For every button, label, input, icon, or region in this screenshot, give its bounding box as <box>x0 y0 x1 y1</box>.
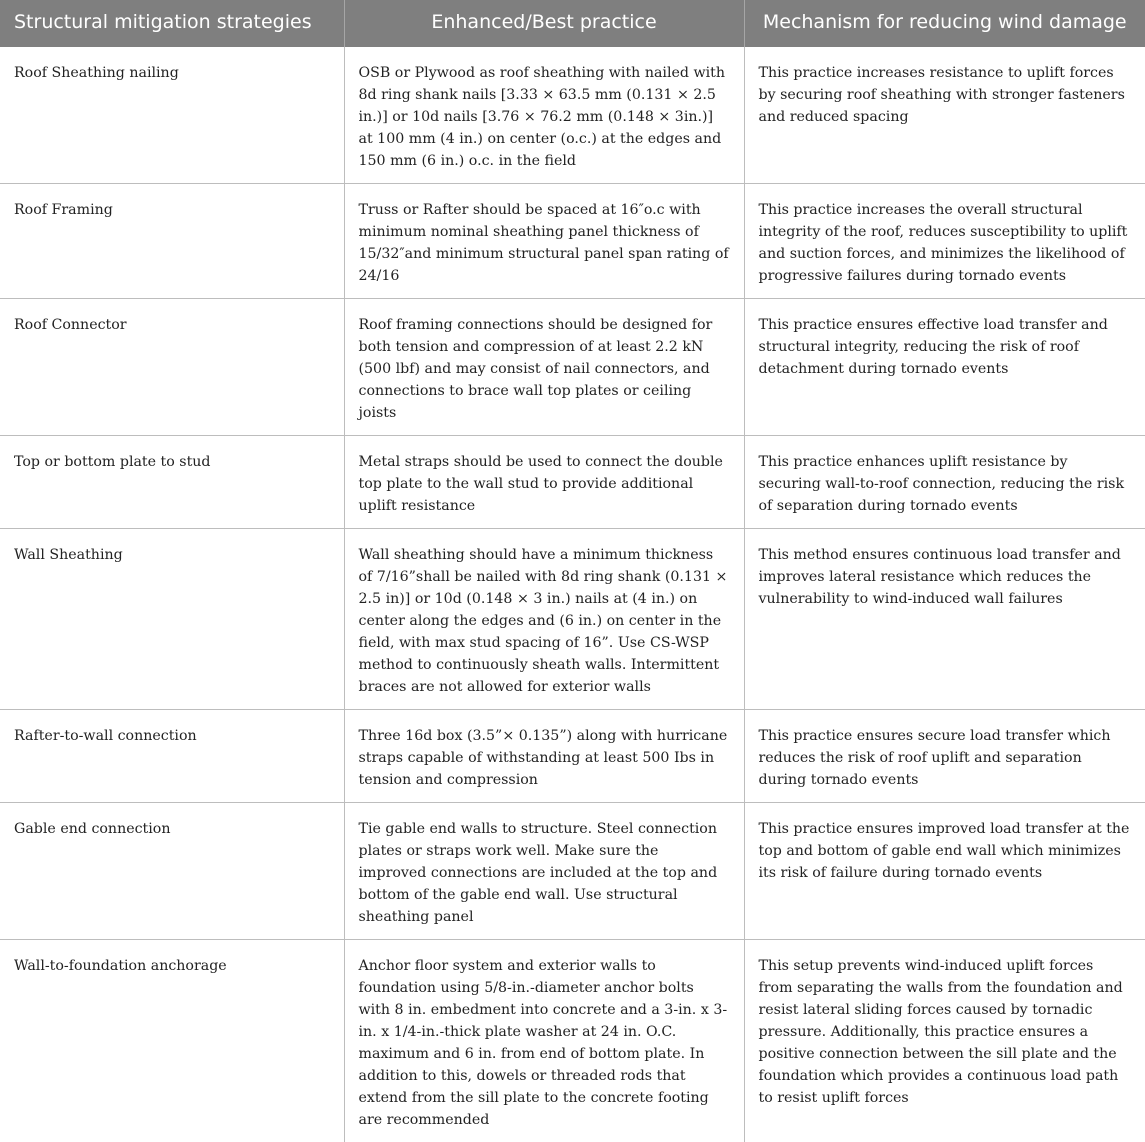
header-mechanism: Mechanism for reducing wind damage <box>744 0 1145 47</box>
table-row <box>0 529 1145 710</box>
mechanism-cell: This setup prevents wind-induced uplift forces from separating the walls from the foundation and resist lateral sliding forces caused by tornadic pressure. Additionally, this practice ensures a positive connection between the sill plate and the foundation which provides a continuous load path to resist uplift forces <box>744 940 1145 1142</box>
strategy-cell: Top or bottom plate to stud <box>0 436 344 529</box>
mechanism-cell: This practice ensures effective load transfer and structural integrity, reducing the risk of roof detachment during tornado events <box>744 299 1145 436</box>
practice-cell: Truss or Rafter should be spaced at 16″o.c with minimum nominal sheathing panel thickness of 15/32″and minimum structural panel span rating of 24/16 <box>344 184 744 299</box>
table-row <box>0 710 1145 803</box>
mechanism-cell: This method ensures continuous load transfer and improves lateral resistance which reduces the vulnerability to wind-induced wall failures <box>744 529 1145 710</box>
mechanism-cell: This practice increases the overall structural integrity of the roof, reduces susceptibility to uplift and suction forces, and minimizes the likelihood of progressive failures during tornado events <box>744 184 1145 299</box>
table-row <box>0 803 1145 940</box>
practice-cell: Tie gable end walls to structure. Steel connection plates or straps work well. Make sure the improved connections are included at the top and bottom of the gable end wall. Use structural sheathing panel <box>344 803 744 940</box>
strategy-cell: Roof Sheathing nailing <box>0 47 344 184</box>
strategy-cell: Rafter-to-wall connection <box>0 710 344 803</box>
header-practice: Enhanced/Best practice <box>344 0 744 47</box>
mechanism-cell: This practice increases resistance to uplift forces by securing roof sheathing with stronger fasteners and reduced spacing <box>744 47 1145 184</box>
header-strategies: Structural mitigation strategies <box>0 0 344 47</box>
practice-cell: Wall sheathing should have a minimum thickness of 7/16”shall be nailed with 8d ring shank (0.131 × 2.5 in)] or 10d (0.148 × 3 in.) nails at (4 in.) on center along the edges and (6 in.) on center in the field, with max stud spacing of 16”. Use CS-WSP method to continuously sheath walls. Intermittent braces are not allowed for exterior walls <box>344 529 744 710</box>
practice-cell: OSB or Plywood as roof sheathing with nailed with 8d ring shank nails [3.33 × 63.5 mm (0.131 × 2.5 in.)] or 10d nails [3.76 × 76.2 mm (0.148 × 3in.)] at 100 mm (4 in.) on center (o.c.) at the edges and 150 mm (6 in.) o.c. in the field <box>344 47 744 184</box>
table-row <box>0 47 1145 184</box>
strategy-cell: Roof Connector <box>0 299 344 436</box>
header-row <box>0 0 1145 47</box>
table-row <box>0 436 1145 529</box>
mechanism-cell: This practice ensures improved load transfer at the top and bottom of gable end wall which minimizes its risk of failure during tornado events <box>744 803 1145 940</box>
practice-cell: Metal straps should be used to connect the double top plate to the wall stud to provide additional uplift resistance <box>344 436 744 529</box>
table-row <box>0 184 1145 299</box>
strategy-cell: Roof Framing <box>0 184 344 299</box>
practice-cell: Anchor floor system and exterior walls to foundation using 5/8-in.-diameter anchor bolts with 8 in. embedment into concrete and a 3-in. x 3-in. x 1/4-in.-thick plate washer at 24 in. O.C. maximum and 6 in. from end of bottom plate. In addition to this, dowels or threaded rods that extend from the sill plate to the concrete footing are recommended <box>344 940 744 1142</box>
strategy-cell: Wall Sheathing <box>0 529 344 710</box>
practice-cell: Roof framing connections should be designed for both tension and compression of at least 2.2 kN (500 lbf) and may consist of nail connectors, and connections to brace wall top plates or ceiling joists <box>344 299 744 436</box>
mechanism-cell: This practice ensures secure load transfer which reduces the risk of roof uplift and separation during tornado events <box>744 710 1145 803</box>
mechanism-cell: This practice enhances uplift resistance by securing wall-to-roof connection, reducing the risk of separation during tornado events <box>744 436 1145 529</box>
strategy-cell: Wall-to-foundation anchorage <box>0 940 344 1142</box>
table-row <box>0 299 1145 436</box>
table-row <box>0 940 1145 1142</box>
practice-cell: Three 16d box (3.5”× 0.135”) along with hurricane straps capable of withstanding at least 500 Ibs in tension and compression <box>344 710 744 803</box>
strategy-cell: Gable end connection <box>0 803 344 940</box>
